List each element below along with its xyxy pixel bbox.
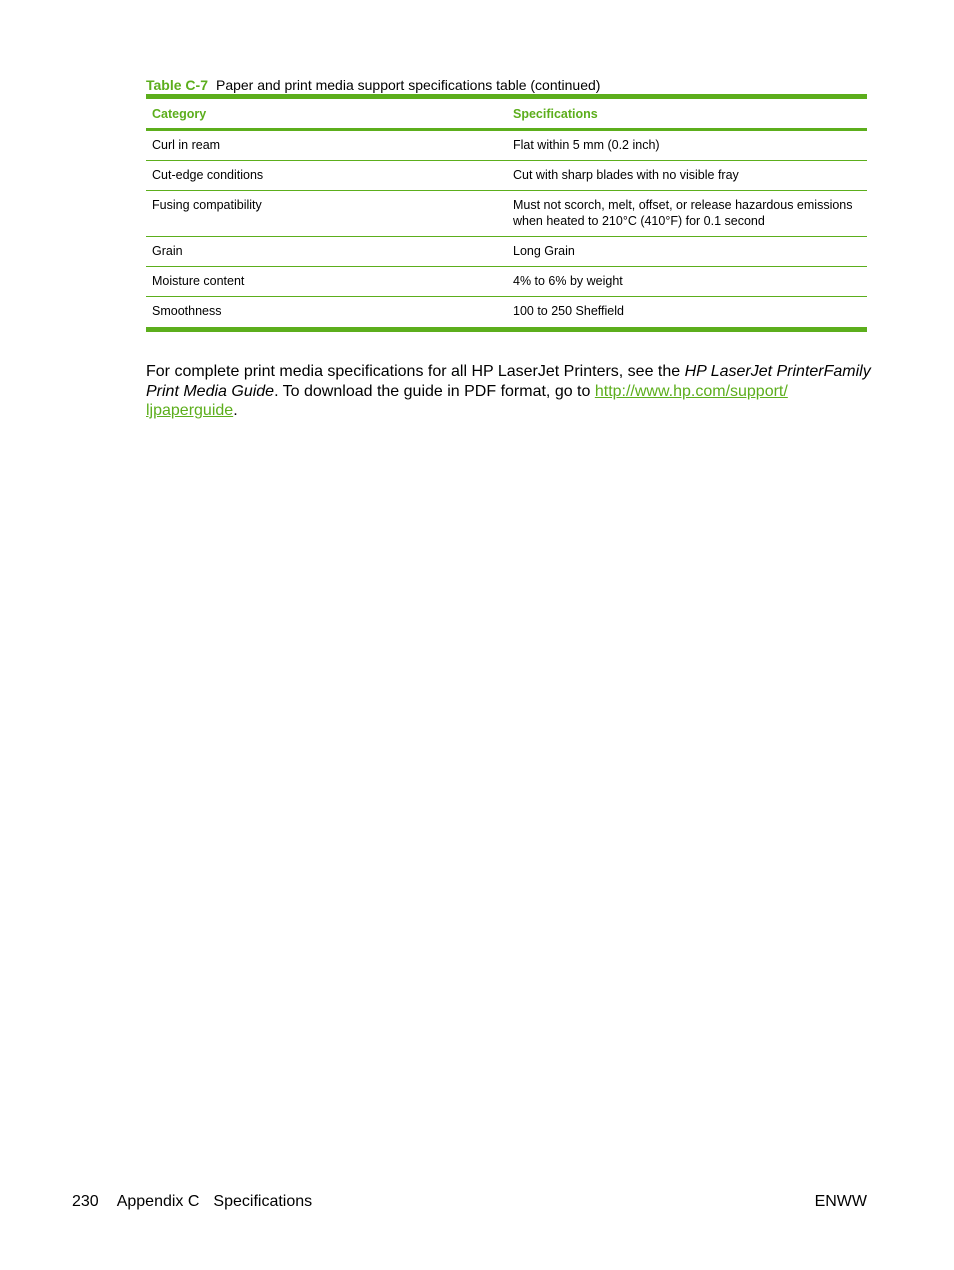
cell-specification: Must not scorch, melt, offset, or release hazardous emissions when heated to 210°C (410°F) for 0.1 second — [507, 191, 867, 237]
table-row — [146, 267, 867, 297]
table-row — [146, 130, 867, 161]
page-footer-locale: ENWW — [814, 1193, 867, 1210]
cell-specification: 4% to 6% by weight — [507, 267, 867, 297]
table-row — [146, 297, 867, 330]
table-caption — [146, 76, 600, 94]
paragraph-text-3: . — [233, 402, 238, 419]
cell-specification: Cut with sharp blades with no visible fray — [507, 161, 867, 191]
page-number: 230 — [72, 1193, 99, 1210]
cell-category: Cut-edge conditions — [146, 161, 507, 191]
paper-guide-link-part2: ljpaperguide — [146, 402, 234, 419]
header-specifications: Specifications — [513, 106, 598, 121]
table-caption-text: Paper and print media support specifications table (continued) — [215, 77, 601, 93]
cell-category: Grain — [146, 237, 507, 267]
footer-section: Appendix C — [116, 1193, 200, 1210]
cell-category: Curl in ream — [146, 130, 507, 161]
cell-category: Fusing compatibility — [146, 191, 507, 237]
cell-category: Smoothness — [146, 297, 507, 330]
table-row — [146, 237, 867, 267]
cell-specification: 100 to 250 Sheffield — [507, 297, 867, 330]
page-footer-left — [72, 1193, 312, 1211]
cell-specification: Long Grain — [507, 237, 867, 267]
cell-specification: Flat within 5 mm (0.2 inch) — [507, 130, 867, 161]
table-row — [146, 161, 867, 191]
paragraph-text-2: . To download the guide in PDF format, go to — [274, 382, 595, 400]
cell-category: Moisture content — [146, 267, 507, 297]
specifications-table — [146, 94, 867, 332]
table-header-row — [146, 97, 867, 130]
paragraph-text-1: For complete print media specifications for all HP LaserJet Printers, see the — [146, 363, 685, 380]
footer-section-title: Specifications — [213, 1193, 313, 1210]
header-category: Category — [152, 106, 207, 121]
guide-title: HP LaserJet PrinterFamily Print Media Guide — [146, 363, 871, 400]
body-paragraph — [146, 362, 871, 421]
table-caption-label: Table C-7 — [146, 77, 208, 93]
table-row — [146, 191, 867, 237]
paper-guide-link-part1: http://www.hp.com/support/ — [594, 382, 788, 400]
